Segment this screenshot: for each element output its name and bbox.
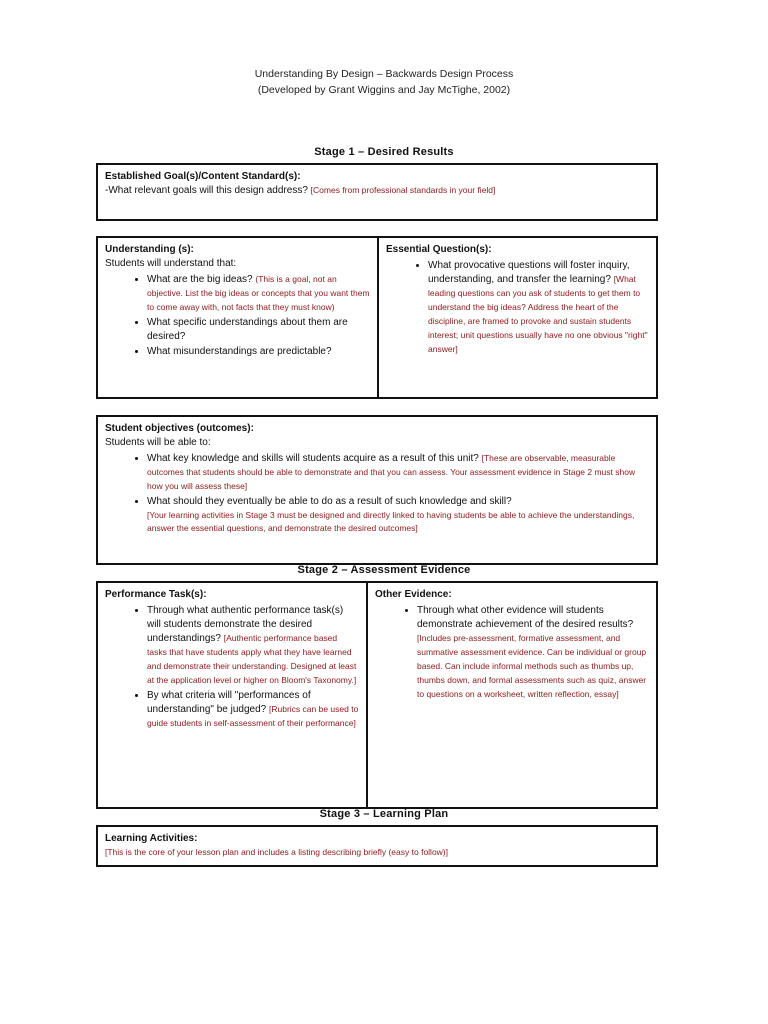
bullet-note: [What leading questions can you ask of students to get them to understand the big ideas? Address the heart of the discipline, are framed to provoke and sustain students interest; unit questions usually have no one obvious "right" answer] — [428, 274, 648, 354]
list-item — [147, 451, 649, 494]
performance-tasks-box — [96, 581, 368, 809]
bullet-note: (This is a goal, not an objective. List the big ideas or concepts that you want them to come away with, not facts that they must know) — [147, 274, 370, 312]
objectives-intro: Students will be able to: — [105, 437, 211, 448]
list-item — [428, 258, 649, 357]
bullet-text: What misunderstandings are predictable? — [147, 346, 332, 357]
bullet-note: [Rubrics can be used to guide students in self-assessment of their performance] — [147, 704, 359, 728]
goals-question: -What relevant goals will this design address? — [105, 185, 308, 196]
list-item — [417, 603, 649, 702]
activities-note: [This is the core of your lesson plan and includes a listing describing briefly (easy to follow)] — [105, 847, 449, 857]
header-title: Understanding By Design – Backwards Design Process — [254, 68, 514, 80]
bullet-note: [Includes pre-assessment, formative assessment, and summative assessment evidence. Can be individual or group based. Can include informal methods such as thumbs up, thumbs down, and formal assessments such as quiz, answer to questions on a worksheet, written reflection, essay] — [417, 633, 647, 699]
goals-box — [96, 163, 658, 221]
goals-heading: Established Goal(s)/Content Standard(s): — [105, 171, 301, 182]
bullet-text: What provocative questions will foster inquiry, understanding, and transfer the learning? — [428, 260, 630, 285]
essential-heading: Essential Question(s): — [386, 244, 492, 255]
list-item — [147, 344, 370, 359]
bullet-note: [These are observable, measurable outcomes that students should be able to demonstrate and that you can assess. Your assessment evidence in Stage 2 must show how you will assess these] — [147, 453, 636, 491]
bullet-text: What should they eventually be able to do as a result of such knowledge and skill? — [147, 496, 512, 507]
essential-questions-box — [377, 236, 658, 399]
bullet-text: By what criteria will "performances of understanding" be judged? — [147, 690, 311, 715]
list-item — [147, 315, 370, 344]
objectives-heading: Student objectives (outcomes): — [105, 423, 254, 434]
understandings-intro: Students will understand that: — [105, 258, 237, 269]
list-item — [147, 603, 359, 688]
bullet-text: Through what authentic performance task(s) will students demonstrate the desired understandings? — [147, 605, 344, 644]
understandings-list — [105, 272, 370, 359]
list-item — [147, 494, 649, 535]
objectives-box — [96, 415, 658, 565]
stage3-title: Stage 3 – Learning Plan — [319, 808, 449, 820]
other-heading: Other Evidence: — [375, 589, 452, 600]
activities-heading: Learning Activities: — [105, 833, 198, 844]
objectives-list — [105, 451, 649, 535]
bullet-text: What specific understandings about them are desired? — [147, 317, 348, 342]
learning-activities-box — [96, 825, 658, 867]
list-item — [147, 688, 359, 731]
header-subtitle: (Developed by Grant Wiggins and Jay McTighe, 2002) — [257, 84, 511, 96]
bullet-text: Through what other evidence will students demonstrate achievement of the desired results? — [417, 605, 634, 630]
understandings-heading: Understanding (s): — [105, 244, 194, 255]
bullet-text: What key knowledge and skills will students acquire as a result of this unit? — [147, 453, 479, 464]
essential-list — [386, 258, 649, 357]
other-evidence-box — [366, 581, 658, 809]
performance-heading: Performance Task(s): — [105, 589, 207, 600]
bullet-note: [Your learning activities in Stage 3 must be designed and directly linked to having students be able to achieve the understandings, answer the essential questions, and demonstrate the desired outcomes] — [147, 510, 635, 533]
performance-list — [105, 603, 359, 731]
bullet-text: What are the big ideas? — [147, 274, 253, 285]
list-item — [147, 272, 370, 315]
understandings-box — [96, 236, 379, 399]
other-list — [375, 603, 649, 702]
stage1-title: Stage 1 – Desired Results — [314, 146, 454, 158]
bullet-note: [Authentic performance based tasks that have students apply what they have learned and demonstrate their understanding. Designed at least at the application level or higher on Bloom's Taxonomy.] — [147, 633, 357, 685]
stage2-title: Stage 2 – Assessment Evidence — [297, 564, 471, 576]
goals-note: [Comes from professional standards in your field] — [310, 185, 496, 195]
document-header — [0, 66, 768, 98]
